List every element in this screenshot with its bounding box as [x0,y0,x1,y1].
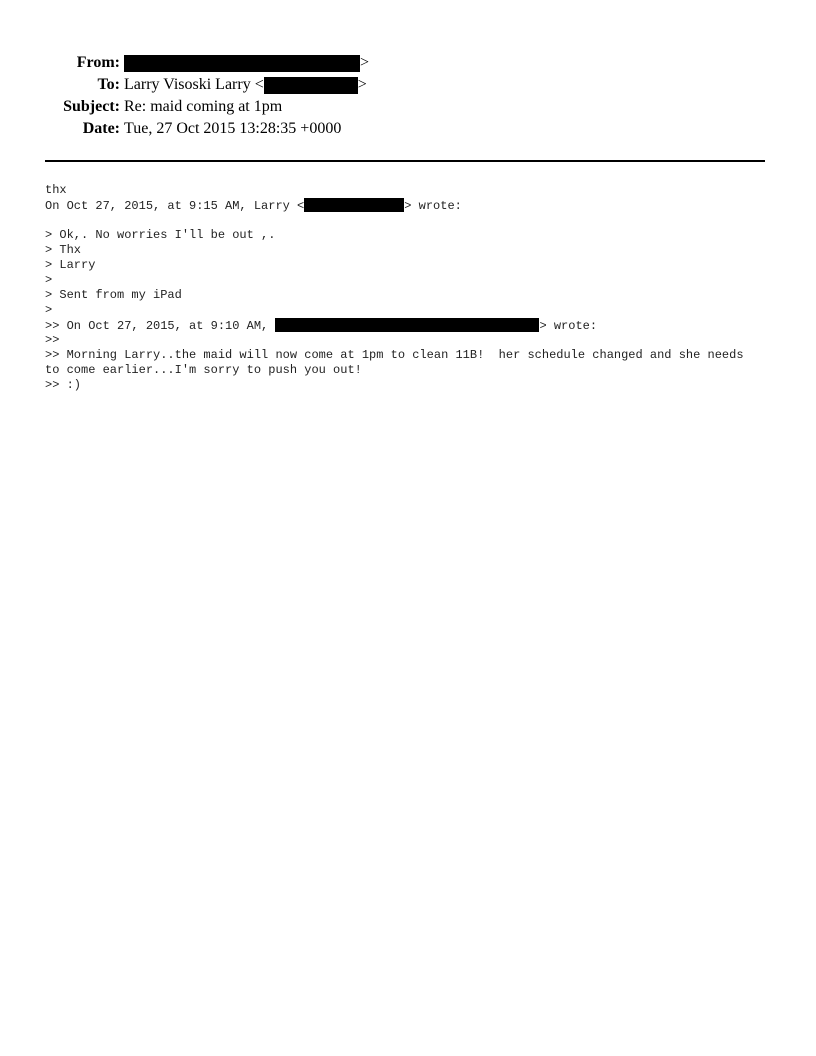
header-divider [45,160,765,162]
subject-value: Re: maid coming at 1pm [124,98,283,115]
blank-line [45,213,765,228]
attribution-suffix: > wrote: [404,199,462,213]
subject-label: Subject: [63,98,120,115]
quoted-line: > [45,273,53,287]
quoted-line: > Larry [45,258,96,272]
subject-row [0,96,816,118]
quoted-line: >> Morning Larry..the maid will now come at 1pm to clean 11B! her schedule changed and she needs to come earlier...I'm sorry to push you out! [45,348,751,377]
from-suffix: > [360,54,370,71]
body-line: thx [45,183,67,197]
date-value: Tue, 27 Oct 2015 13:28:35 +0000 [124,120,342,137]
to-value [124,74,367,96]
attribution-prefix: >> On Oct 27, 2015, at 9:10 AM, [45,319,276,333]
from-label: From: [76,54,120,71]
quoted-line: >> :) [45,378,82,392]
quoted-line: > [45,303,53,317]
date-row [0,118,816,140]
attribution-suffix: > wrote: [539,319,598,333]
email-header [0,52,816,140]
quoted-line: > Ok,. No worries I'll be out ,. [45,228,276,242]
quote-attribution [45,198,765,213]
quoted-line: >> [45,333,60,347]
to-label: To: [97,76,120,93]
to-name: Larry Visoski Larry < [124,76,264,93]
quoted-line: > Sent from my iPad [45,288,182,302]
quoted-line: > Thx [45,243,82,257]
date-label: Date: [82,120,120,137]
from-row [0,52,816,74]
to-suffix: > [357,76,367,93]
redaction-box [124,55,360,72]
nested-quote-attribution [45,318,765,333]
to-row [0,74,816,96]
email-body [45,183,765,393]
redaction-box [304,198,404,212]
attribution-prefix: On Oct 27, 2015, at 9:15 AM, Larry < [45,199,305,213]
from-value [124,52,369,74]
redaction-box [264,77,358,94]
redaction-box [275,318,539,332]
